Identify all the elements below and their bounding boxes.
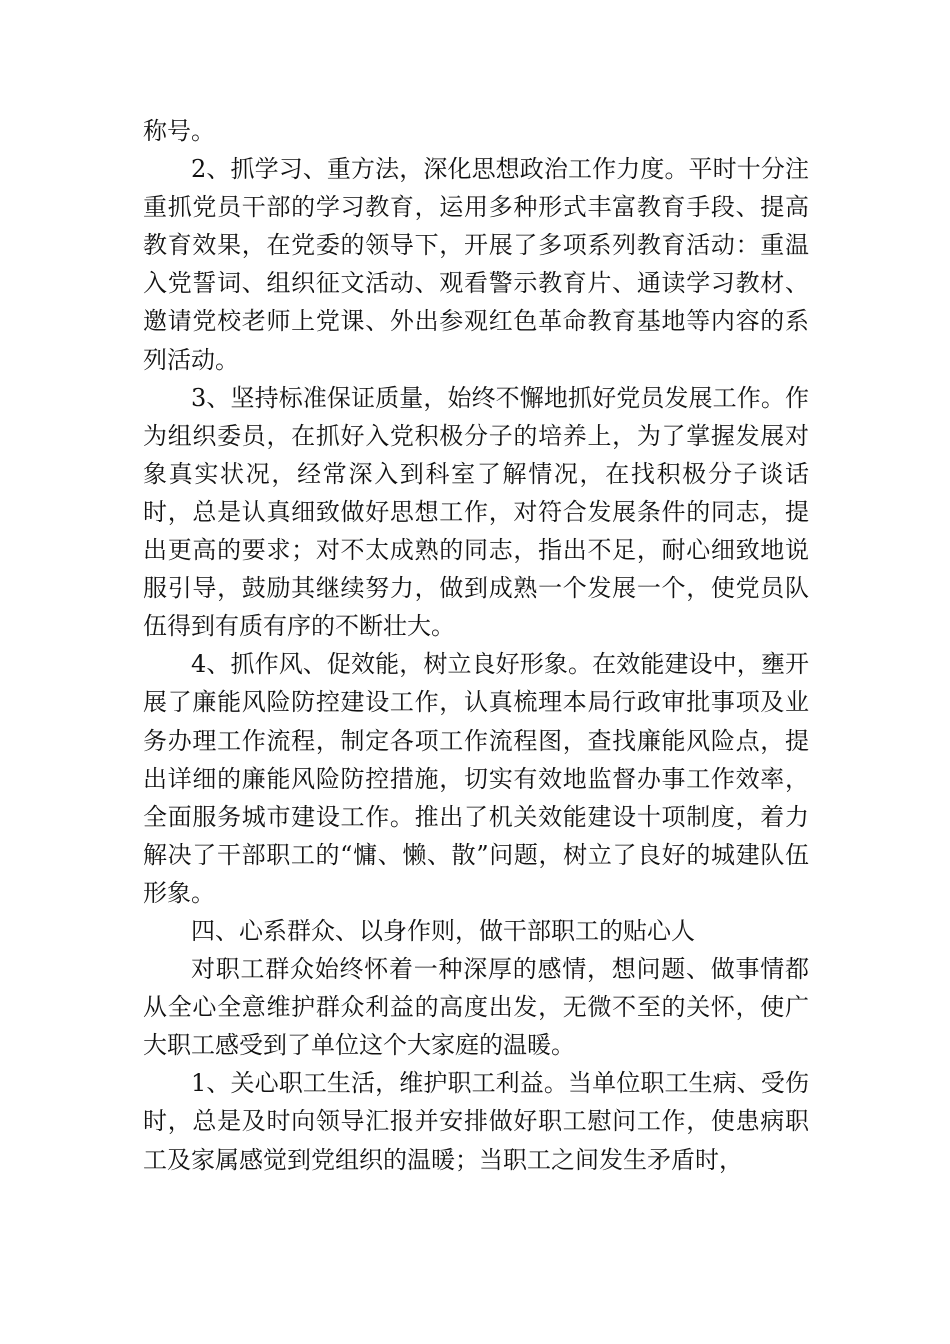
paragraph-care-for-staff: 1、关心职工生活，维护职工利益。当单位职工生病、受伤时，总是及时向领导汇报并安排做好职工慰问工作，使患病职工及家属感觉到党组织的温暖；当职工之间发生矛盾时， <box>143 1069 809 1174</box>
paragraph-care-for-masses: 对职工群众始终怀着一种深厚的感情，想问题、做事情都从全心全意维护群众利益的高度出发，无微不至的关怀，使广大职工感受到了单位这个大家庭的温暖。 <box>143 955 809 1060</box>
paragraph-continuation: 称号。 <box>143 117 215 145</box>
paragraph-party-development: 3、坚持标准保证质量，始终不懈地抓好党员发展工作。作为组织委员，在抓好入党积极分子的培养上，为了掌握发展对象真实状况，经常深入到科室了解情况，在找积极分子谈话时，总是认真细致做好思想工作，对符合发展条件的同志，提出更高的要求；对不太成熟的同志，指出不足，耐心细致地说服引导，鼓励其继续努力，做到成熟一个发展一个，使党员队伍得到有质有序的不断壮大。 <box>143 383 809 641</box>
paragraph-work-style: 4、抓作风、促效能，树立良好形象。在效能建设中，壅开展了廉能风险防控建设工作，认真梳理本局行政审批事项及业务办理工作流程，制定各项工作流程图，查找廉能风险点，提出详细的廉能风险防控措施，切实有效地监督办事工作效率，全面服务城市建设工作。推出了机关效能建设十项制度，着力解决了干部职工的“慵、懒、散”问题，树立了良好的城建队伍形象。 <box>143 650 809 907</box>
section-heading-four: 四、心系群众、以身作则，做干部职工的贴心人 <box>191 916 695 945</box>
paragraph-study-methods: 2、抓学习、重方法，深化思想政治工作力度。平时十分注重抓党员干部的学习教育，运用多种形式丰富教育手段、提高教育效果，在党委的领导下，开展了多项系列教育活动：重温入党誓词、组织征文活动、观看警示教育片、通读学习教材、邀请党校老师上党课、外出参观红色革命教育基地等内容的系列活动。 <box>143 155 809 374</box>
document-body <box>143 112 809 1179</box>
